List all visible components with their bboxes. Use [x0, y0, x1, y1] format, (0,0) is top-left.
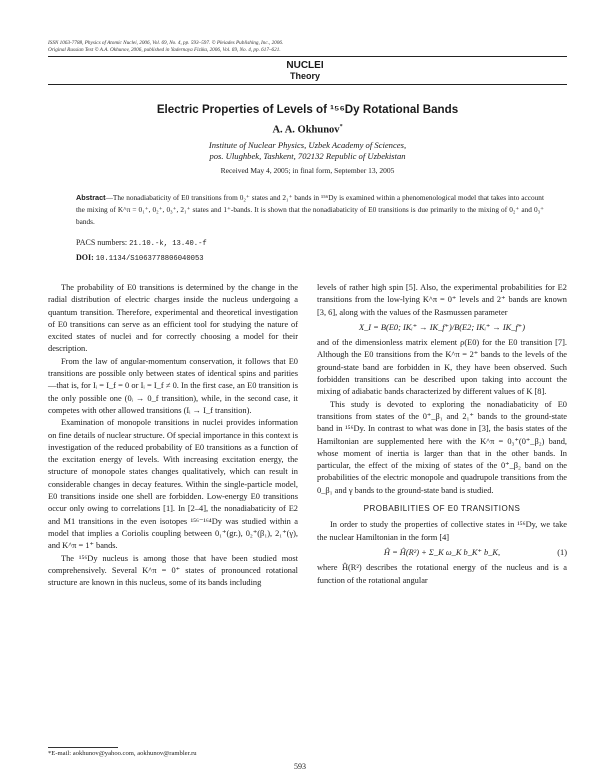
body-column-left: [48, 282, 298, 589]
author-mark: *: [339, 124, 343, 130]
pacs-doi-block: [76, 236, 207, 266]
footnote-rule: [48, 747, 118, 748]
footnote-email: *E-mail: aokhunov@yahoo.com, aokhunov@rambler.ru: [48, 750, 197, 757]
running-header: [48, 40, 568, 54]
paragraph: In order to study the properties of collective states in ¹⁵⁶Dy, we take the nuclear Hamiltonian in the form [4]: [317, 520, 567, 542]
paragraph: The ¹⁵⁶Dy nucleus is among those that have been studied most comprehensively. Several K^π = 0⁺ states of pronounced rotational structure are known in this nucleus, some of its bands including: [48, 553, 298, 588]
doi-label: DOI:: [76, 253, 94, 262]
journal-section: [260, 60, 350, 82]
author-name: A. A. Okhunov: [272, 124, 340, 136]
header-rule: [48, 56, 567, 57]
journal-name: NUCLEI: [286, 60, 324, 71]
equation-body: Ĥ = Ĥ(R²) + Σ_K ω_K b_K⁺ b_K,: [383, 547, 501, 557]
paragraph: where Ĥ(R²) describes the rotational energy of the nucleus and is a function of the rotational angular: [317, 563, 567, 585]
body-column-right: [317, 282, 567, 587]
affiliation: [48, 140, 567, 162]
abstract-text: —The nonadiabaticity of E0 transitions from 0₂⁺ states and 2₁⁺ bands in ¹⁵⁶Dy is examined within a phenomenological model that takes into account the mixing of K^π = 0₁⁺, 0₂⁺, 0₃⁺, 2₁⁺ states and 1⁺-bands. It is shown that the nonadiabaticity of E0 transitions is due primarily to the mixing of 0₂⁺ and 0₃⁺ bands.: [76, 193, 544, 227]
paragraph: and of the dimensionless matrix element ρ(E0) for the E0 transition [7]. Although the E0 transitions from the K^π = 2⁺ bands to the levels of the ground-state band are forbidden in K, they have been observed. Such forbidden transitions can be described upon taking into account the mixing of adiabatic bands characterized by different values of K [8].: [317, 338, 567, 397]
section-heading: PROBABILITIES OF E0 TRANSITIONS: [363, 504, 521, 514]
affiliation-line-2: pos. Ulughbek, Tashkent, 702132 Republic of Uzbekistan: [209, 151, 406, 161]
equation-number: (1): [557, 547, 567, 557]
journal-subsection: Theory: [289, 71, 320, 81]
section-rule: [48, 84, 567, 85]
abstract-label: Abstract: [76, 193, 106, 202]
paragraph: This study is devoted to exploring the nonadiabaticity of E0 transitions from states of the 0⁺_β₁ and 2₁⁺ bands to the ground-state band in ¹⁵⁶Dy. In contrast to what was done in [3], the basis states of the Hamiltonian are supplemented here with the K^π = 0₃⁺(0⁺_β₂) band, whose moment of inertia is larger than that in the other bands. In particular, the effect of the mixing of states of the 0⁺_β₂ band on the probabilities of the electric monopole and quadrupole transitions from the 0_β₁ and γ bands to the ground-state band is studied.: [317, 399, 567, 495]
pacs-label: PACS numbers:: [76, 238, 128, 247]
header-line-1: ISSN 1063-7788, Physics of Atomic Nuclei, 2006, Vol. 69, No. 4, pp. 593–597. © Pleiades Publishing, Inc., 2006.: [48, 40, 284, 46]
received-date: Received May 4, 2005; in final form, September 13, 2005: [220, 166, 395, 175]
header-line-2: Original Russian Text © A.A. Okhunov, 2006, published in Yadernaya Fizika, 2006, Vol. 69, No. 4, pp. 617–621.: [48, 47, 281, 53]
paragraph: From the law of angular-momentum conservation, it follows that E0 transitions are possible only between states of identical spins and parities—that is, for Iᵢ = I_f = 0 or Iᵢ = I_f ≠ 0. In the first case, an E0 transition is the only possible one (0ᵢ → 0_f transition), while, in the second case, it competes with other allowed transitions (Iᵢ → I_f transition).: [48, 356, 298, 415]
pacs-value: 21.10.-k, 13.40.-f: [129, 240, 207, 248]
paragraph: levels of rather high spin [5]. Also, the experimental probabilities for E2 transitions from the low-lying K^π = 0⁺ levels and 2⁺ bands are known [3, 6], along with the values of the Rasmussen parameter: [317, 283, 567, 317]
equation-hamiltonian: [317, 547, 567, 559]
abstract: [76, 192, 544, 229]
equation-rasmussen: X_I = B(E0; IKᵢ⁺ → IK_f⁺)/B(E2; IKᵢ⁺ → IK_f⁺): [358, 322, 525, 332]
affiliation-line-1: Institute of Nuclear Physics, Uzbek Academy of Sciences,: [208, 140, 407, 150]
doi-value[interactable]: 10.1134/S1063778806040053: [95, 255, 204, 263]
article-title: Electric Properties of Levels of ¹⁵⁶Dy Rotational Bands: [156, 103, 459, 116]
paragraph: Examination of monopole transitions in nuclei provides information on fine details of nuclear structure. Of special importance in this context is investigation of the reduced probability of E0 transitions as a function of the excitation energy of levels. With increasing excitation energy, the structure of monopole states changes qualitatively, which can result in considerable changes in decay features. Within the single-particle model, E0 transitions inside one shell are forbidden. Low-energy E0 transitions occur only owing to correlations [1]. In [2–4], the nonadiabaticity of E2 and M1 transitions in the even isotopes ¹⁵⁶⁻¹⁶⁴Dy was studied within a model that implies a Coriolis coupling between 0₁⁺(gr.), 0₂⁺(β₁), 2₁⁺(γ), and K^π = 1⁺ bands.: [48, 418, 299, 551]
author: [48, 124, 567, 136]
page-number: 593: [294, 762, 306, 771]
paragraph: The probability of E0 transitions is determined by the change in the radial distribution of electric charges inside the nucleus undergoing a quantum transition. Therefore, experimental and theoretical investigation of E0 transitions can serve as an efficient tool for studying the nature of excited states of nuclei and for correctly choosing a model for their description.: [48, 283, 298, 354]
